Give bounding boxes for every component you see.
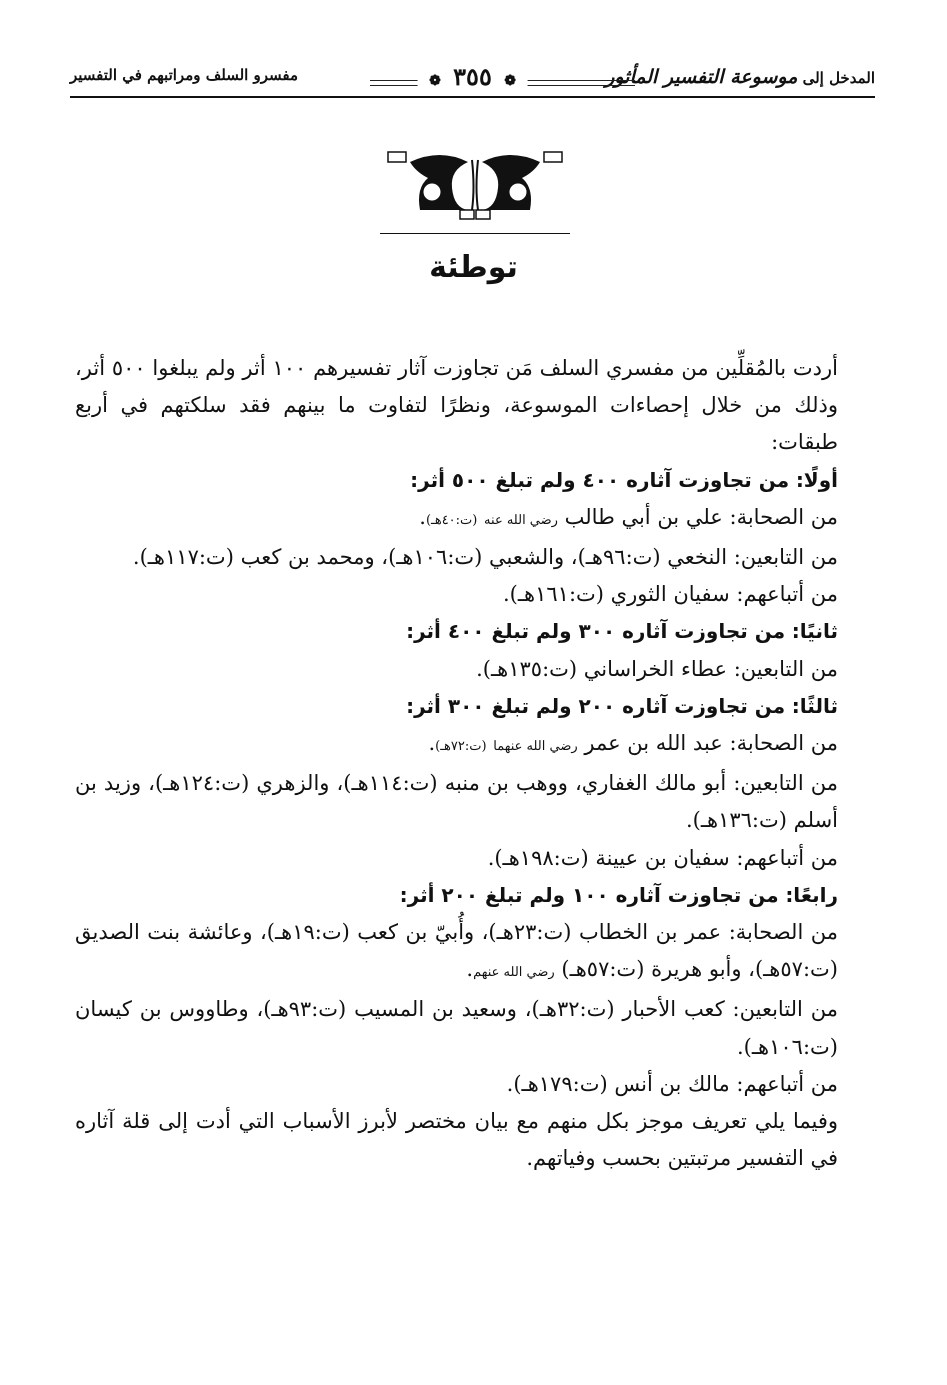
group-names: مالك بن أنس (ت:١٧٩هـ). bbox=[506, 1071, 730, 1096]
group-label: من الصحابة: bbox=[728, 920, 839, 945]
group-names: عطاء الخراساني (ت:١٣٥هـ). bbox=[476, 656, 728, 681]
tier-heading bbox=[75, 462, 872, 499]
book-title-prefix: المدخل إلى bbox=[802, 69, 875, 87]
book-title bbox=[605, 66, 875, 88]
tier-group bbox=[75, 499, 872, 539]
death-date: (ت:٧٢هـ) bbox=[435, 739, 487, 755]
group-names: النخعي (ت:٩٦هـ)، والشعبي (ت:١٠٦هـ)، ومحمد بن كعب (ت:١١٧هـ). bbox=[132, 545, 728, 570]
header-divider bbox=[70, 96, 875, 98]
group-end: . bbox=[419, 504, 426, 529]
tier-ordinal: أولًا: bbox=[795, 467, 838, 492]
intro-paragraph: أردت بالمُقلِّين من مفسري السلف مَن تجاوزت آثار تفسيرهم ١٠٠ أثر ولم يبلغوا ٥٠٠ أثر، وذلك من خلال إحصاءات الموسوعة، ونظرًا لتفاوت ما بينهم فقد سلكتهم في أربع طبقات: bbox=[75, 356, 838, 455]
page-number-value: ٣٥٥ bbox=[453, 62, 492, 91]
tier-ordinal: رابعًا: bbox=[785, 882, 838, 907]
page-number-ornament-icon: ❁ bbox=[429, 73, 441, 89]
group-label: من التابعين: bbox=[733, 656, 838, 681]
group-names: سفيان الثوري (ت:١٦١هـ). bbox=[503, 582, 730, 607]
section-rule bbox=[380, 233, 570, 234]
group-names: عبد الله بن عمر bbox=[584, 731, 723, 756]
tier-heading-text: من تجاوزت آثاره ١٠٠ ولم تبلغ ٢٠٠ أثر: bbox=[399, 882, 779, 907]
tier-group bbox=[75, 1066, 872, 1103]
tier-heading bbox=[75, 613, 872, 650]
group-names: سفيان بن عيينة (ت:١٩٨هـ). bbox=[487, 845, 730, 870]
tier-group bbox=[75, 539, 872, 576]
tier-ordinal: ثالثًا: bbox=[791, 693, 838, 718]
section-ornament-icon bbox=[380, 148, 570, 220]
tier-heading bbox=[75, 877, 872, 914]
page-number bbox=[417, 62, 528, 91]
tier-heading-text: من تجاوزت آثاره ٤٠٠ ولم تبلغ ٥٠٠ أثر: bbox=[410, 467, 790, 492]
tier-heading-text: من تجاوزت آثاره ٢٠٠ ولم تبلغ ٣٠٠ أثر: bbox=[406, 693, 786, 718]
tier-heading-text: من تجاوزت آثاره ٣٠٠ ولم تبلغ ٤٠٠ أثر: bbox=[406, 619, 786, 644]
group-end: . bbox=[428, 731, 436, 756]
tier-heading bbox=[75, 688, 872, 725]
body-text bbox=[75, 350, 872, 1177]
group-end: . bbox=[466, 957, 474, 982]
chapter-title: مفسرو السلف ومراتبهم في التفسير bbox=[70, 66, 299, 84]
closing-paragraph: وفيما يلي تعريف موجز بكل منهم مع بيان مختصر لأبرز الأسباب التي أدت إلى قلة آثاره في التفسير مرتبتين بحسب وفياتهم. bbox=[75, 1109, 838, 1171]
book-title-main: موسوعة التفسير المأثور bbox=[605, 66, 798, 88]
group-names: علي بن أبي طالب bbox=[564, 504, 723, 529]
group-names: عمر بن الخطاب (ت:٢٣هـ)، وأُبيّ بن كعب (ت:١٩هـ)، وعائشة بنت الصديق (ت:٥٧هـ)، وأبو هريرة (ت:٥٧هـ) bbox=[75, 920, 838, 982]
tier-group bbox=[75, 576, 872, 613]
group-label: من أتباعهم: bbox=[736, 845, 838, 870]
group-label: من التابعين: bbox=[732, 997, 838, 1022]
tier-group bbox=[75, 914, 872, 991]
group-label: من الصحابة: bbox=[729, 731, 838, 756]
tier-group bbox=[75, 651, 872, 688]
honorific: رضي الله عنهما bbox=[493, 739, 578, 755]
tier-group bbox=[75, 991, 872, 1065]
section-title: توطئة bbox=[429, 250, 518, 285]
tier-group bbox=[75, 840, 872, 877]
tier-group bbox=[75, 765, 872, 839]
running-header bbox=[70, 64, 875, 108]
group-label: من أتباعهم: bbox=[736, 582, 838, 607]
tier-ordinal: ثانيًا: bbox=[791, 619, 838, 644]
honorific: رضي الله عنهم bbox=[473, 965, 555, 981]
group-label: من الصحابة: bbox=[729, 504, 838, 529]
group-label: من أتباعهم: bbox=[736, 1071, 838, 1096]
group-names: أبو مالك الغفاري، ووهب بن منبه (ت:١١٤هـ)، والزهري (ت:١٢٤هـ)، وزيد بن أسلم (ت:١٣٦هـ). bbox=[75, 771, 838, 833]
tier-group bbox=[75, 725, 872, 765]
page-number-ornament-icon: ❁ bbox=[504, 73, 516, 89]
group-label: من التابعين: bbox=[733, 545, 838, 570]
honorific: رضي الله عنه bbox=[484, 512, 558, 528]
group-label: من التابعين: bbox=[733, 771, 838, 796]
group-names: كعب الأحبار (ت:٣٢هـ)، وسعيد بن المسيب (ت:٩٣هـ)، وطاووس بن كيسان (ت:١٠٦هـ). bbox=[75, 997, 838, 1059]
death-date: (ت:٤٠هـ) bbox=[425, 512, 478, 528]
